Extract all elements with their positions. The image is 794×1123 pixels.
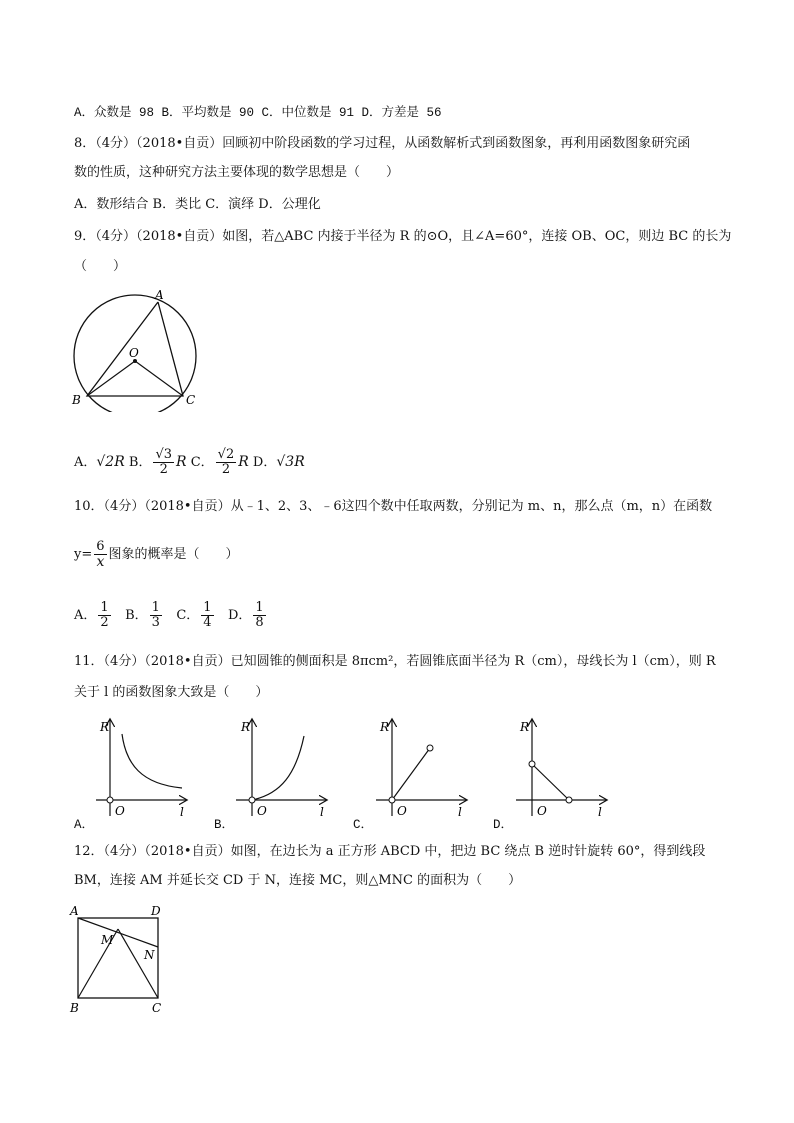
q10-func-fraction (94, 540, 106, 569)
q10-func-suffix: 图象的概率是（ ） (108, 547, 239, 562)
graph-d-segment (532, 764, 569, 800)
q10-func-denominator: x (96, 554, 105, 570)
q9-option-c-label: C． (190, 455, 214, 470)
q12-stem-line2: BM，连接 AM 并延长交 CD 于 N，连接 MC，则△MNC 的面积为（ ） (74, 873, 522, 888)
label-a: A (155, 288, 164, 302)
graph-b-y-label: R (241, 720, 251, 734)
graph-d (516, 720, 606, 819)
q10-option-d-denominator: 8 (255, 615, 264, 630)
q10-option-c-numerator: 1 (203, 600, 212, 615)
q9-option-c-numerator: √2 (217, 447, 235, 462)
graph-a (96, 720, 186, 819)
graph-b-curve (252, 736, 304, 800)
q9-option-a-value: √2R (96, 454, 125, 470)
graph-a-origin-label: O (115, 804, 125, 818)
graph-b (236, 720, 326, 819)
q9-stem-line1: 9．（4分）（2018•自贡）如图，若△ABC 内接于半径为 R 的⊙O，且∠A=60°，连接 OB、OC，则边 BC 的长为 (74, 229, 732, 244)
q9-option-b-denominator: 2 (159, 462, 168, 477)
q9-option-c-denominator: 2 (221, 462, 231, 477)
graph-c-x-label: l (458, 805, 462, 819)
q9-circle-figure (66, 286, 206, 412)
q10-func-numerator: 6 (96, 539, 105, 554)
graph-a-x-label: l (180, 805, 184, 819)
q9-option-a-label: A． (74, 455, 97, 470)
q11-option-d: D． (493, 818, 514, 832)
q10-option-b-denominator: 3 (151, 615, 160, 630)
graph-a-y-label: R (100, 720, 110, 734)
label-b: B (70, 1001, 79, 1015)
graph-a-curve (122, 734, 182, 788)
q11-option-c: C． (353, 818, 374, 832)
q10-option-a-numerator: 1 (100, 600, 109, 615)
graph-b-origin-label: O (257, 804, 267, 818)
q9-option-c-suffix: R (238, 454, 249, 470)
graph-c (376, 720, 466, 819)
label-m: M (101, 933, 114, 947)
q10-options (74, 598, 268, 634)
q10-option-a-denominator: 2 (100, 615, 109, 630)
label-c: C (152, 1001, 162, 1015)
q9-option-b-fraction (153, 448, 174, 477)
q10-option-d-fraction (253, 601, 265, 630)
q10-option-b-fraction (150, 601, 162, 630)
q10-option-c-fraction (201, 601, 213, 630)
q7-options: A．众数是 98 B．平均数是 90 C．中位数是 91 D．方差是 56 (74, 106, 442, 120)
q9-option-b-label: B． (128, 455, 152, 470)
q9-option-d-value: √3R (276, 454, 305, 470)
label-c: C (186, 393, 196, 407)
label-n: N (144, 948, 155, 962)
graph-c-segment (392, 748, 430, 800)
segment-oc (135, 361, 183, 396)
q9-option-d-label: D． (252, 455, 277, 470)
q9-option-c-fraction (216, 448, 237, 477)
graph-c-y-label: R (380, 720, 390, 734)
q10-option-d-numerator: 1 (255, 600, 264, 615)
label-o: O (129, 346, 139, 360)
graph-d-y-label: R (520, 720, 530, 734)
q8-stem-line1: 8．（4分）（2018•自贡）回顾初中阶段函数的学习过程，从函数解析式到函数图象，再利用函数图象研究函 (74, 136, 691, 151)
q9-option-b-suffix: R (176, 454, 187, 470)
q10-option-b-numerator: 1 (151, 600, 160, 615)
q10-option-b-label: B． (125, 608, 148, 623)
q10-stem-line1: 10．（4分）（2018•自贡）从﹣1、2、3、﹣6这四个数中任取两数，分别记为 m、n，那么点（m，n）在函数 (74, 499, 713, 514)
q11-graphs (66, 712, 626, 832)
segment-ob (87, 361, 135, 396)
q10-option-d-label: D． (227, 608, 252, 623)
q8-options: A．数形结合 B．类比 C．演绎 D．公理化 (74, 197, 321, 212)
label-d: D (151, 904, 161, 918)
q11-option-b: B． (214, 818, 235, 832)
q10-func-prefix: y= (74, 547, 93, 562)
graph-b-x-label: l (320, 805, 324, 819)
q9-option-b-numerator: √3 (155, 447, 173, 462)
q9-options (74, 448, 305, 477)
label-b: B (72, 393, 81, 407)
q10-option-c-label: C． (176, 608, 200, 623)
q10-option-a-fraction (98, 601, 110, 630)
segment-an (78, 918, 158, 947)
graph-c-origin-label: O (397, 804, 407, 818)
q9-stem-line2: （ ） (74, 259, 127, 274)
q10-option-c-denominator: 4 (203, 615, 212, 630)
q10-stem-line2 (74, 538, 239, 572)
graph-d-origin-label: O (537, 804, 547, 818)
q11-option-a: A． (74, 818, 95, 832)
q11-stem-line1: 11．（4分）（2018•自贡）已知圆锥的侧面积是 8πcm²，若圆锥底面半径为 R（cm），母线长为 l（cm），则 R (74, 654, 716, 669)
graph-d-x-label: l (598, 805, 602, 819)
q8-stem-line2: 数的性质，这种研究方法主要体现的数学思想是（ ） (74, 165, 400, 180)
q11-stem-line2: 关于 l 的函数图象大致是（ ） (74, 685, 269, 700)
q12-square-figure (66, 900, 176, 1018)
label-a: A (70, 904, 79, 918)
q10-option-a-label: A． (74, 608, 97, 623)
q12-stem-line1: 12．（4分）（2018•自贡）如图，在边长为 a 正方形 ABCD 中，把边 BC 绕点 B 逆时针旋转 60°，得到线段 (74, 844, 706, 859)
